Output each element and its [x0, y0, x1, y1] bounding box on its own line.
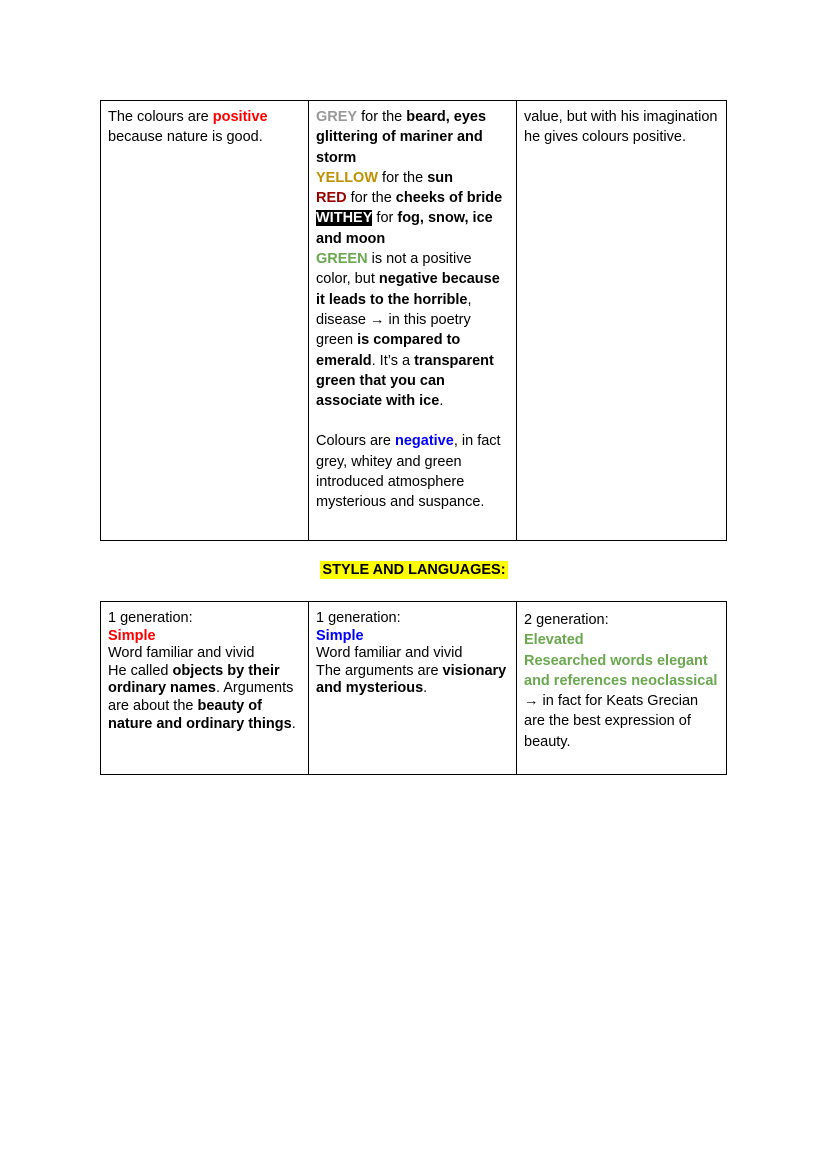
positive-label: positive — [212, 109, 268, 125]
text: → in fact for Keats Grecian are the best expression of beauty. — [524, 693, 699, 750]
yellow-object: sun — [427, 169, 453, 186]
text: for the — [346, 190, 396, 207]
negative-label: negative — [394, 433, 454, 450]
generation-label: 1 generation: — [108, 610, 193, 626]
text: Colours are — [316, 433, 395, 450]
text: is not a positive color, but — [316, 251, 472, 288]
text: He called — [108, 662, 173, 679]
cell-imagination — [517, 101, 727, 541]
text: . — [439, 393, 444, 410]
grey-label: GREY — [316, 109, 358, 125]
paragraph — [316, 663, 510, 698]
spacer — [316, 411, 510, 431]
heading-text: STYLE AND LANGUAGES: — [322, 562, 506, 578]
text: Word familiar and vivid — [108, 645, 255, 662]
green-text: Researched words elegant and references neoclassical — [524, 652, 718, 689]
cell-colours-list — [309, 101, 517, 541]
text: for the — [378, 169, 428, 186]
bold-text: objects by their ordinary names — [108, 662, 280, 697]
whitey-object: fog, snow, ice and moon — [316, 210, 493, 247]
cell-generation-2 — [517, 602, 727, 775]
paragraph — [524, 651, 720, 752]
bold-text: is compared to emerald — [316, 332, 461, 369]
bold-text: negative because it leads to the horrible — [316, 271, 500, 308]
style-table — [100, 601, 727, 775]
text: value, but with his imagination he gives colours positive. — [524, 109, 718, 146]
text: The arguments are — [316, 662, 443, 679]
text: The colours are — [108, 109, 213, 125]
section-heading — [0, 559, 828, 581]
colours-table — [100, 100, 727, 541]
paragraph — [108, 663, 302, 733]
generation-label: 1 generation: — [316, 610, 401, 626]
green-label: GREEN — [316, 251, 368, 268]
cell-generation-1a — [101, 602, 309, 775]
text: , disease → in this poetry green — [316, 291, 472, 349]
red-object: cheeks of bride — [395, 190, 503, 207]
text: . — [291, 715, 296, 732]
yellow-line — [316, 168, 510, 188]
grey-object: beard, eyes glittering of mariner and storm — [316, 109, 487, 166]
red-label: RED — [316, 190, 347, 207]
style-label: Elevated — [524, 632, 584, 649]
whitey-line — [316, 208, 510, 249]
negative-paragraph — [316, 431, 510, 512]
yellow-label: YELLOW — [316, 169, 379, 186]
cell-colours-positive — [101, 101, 309, 541]
text: . Arguments are about the — [108, 680, 294, 714]
bold-text: transparent green that you can associate with ice — [316, 352, 494, 410]
text: for — [372, 210, 398, 227]
text: for the — [357, 109, 407, 125]
text: Word familiar and vivid — [316, 645, 463, 662]
table-row — [101, 602, 727, 775]
cell-generation-1b — [309, 602, 517, 775]
style-label: Simple — [108, 627, 156, 644]
generation-label: 2 generation: — [524, 612, 609, 628]
table-row — [101, 101, 727, 541]
green-paragraph — [316, 249, 510, 411]
text: , in fact grey, whitey and green introduced atmosphere mysterious and suspance. — [316, 433, 501, 511]
grey-line — [316, 107, 510, 168]
text: . — [423, 680, 428, 697]
bold-text: visionary and mysterious — [316, 662, 507, 697]
whitey-label: WITHEY — [316, 210, 373, 227]
red-line — [316, 188, 510, 208]
text: . It’s a — [371, 352, 415, 369]
bold-text: beauty of nature and ordinary things — [108, 697, 292, 732]
text: because nature is good. — [108, 129, 263, 146]
style-label: Simple — [316, 627, 364, 644]
